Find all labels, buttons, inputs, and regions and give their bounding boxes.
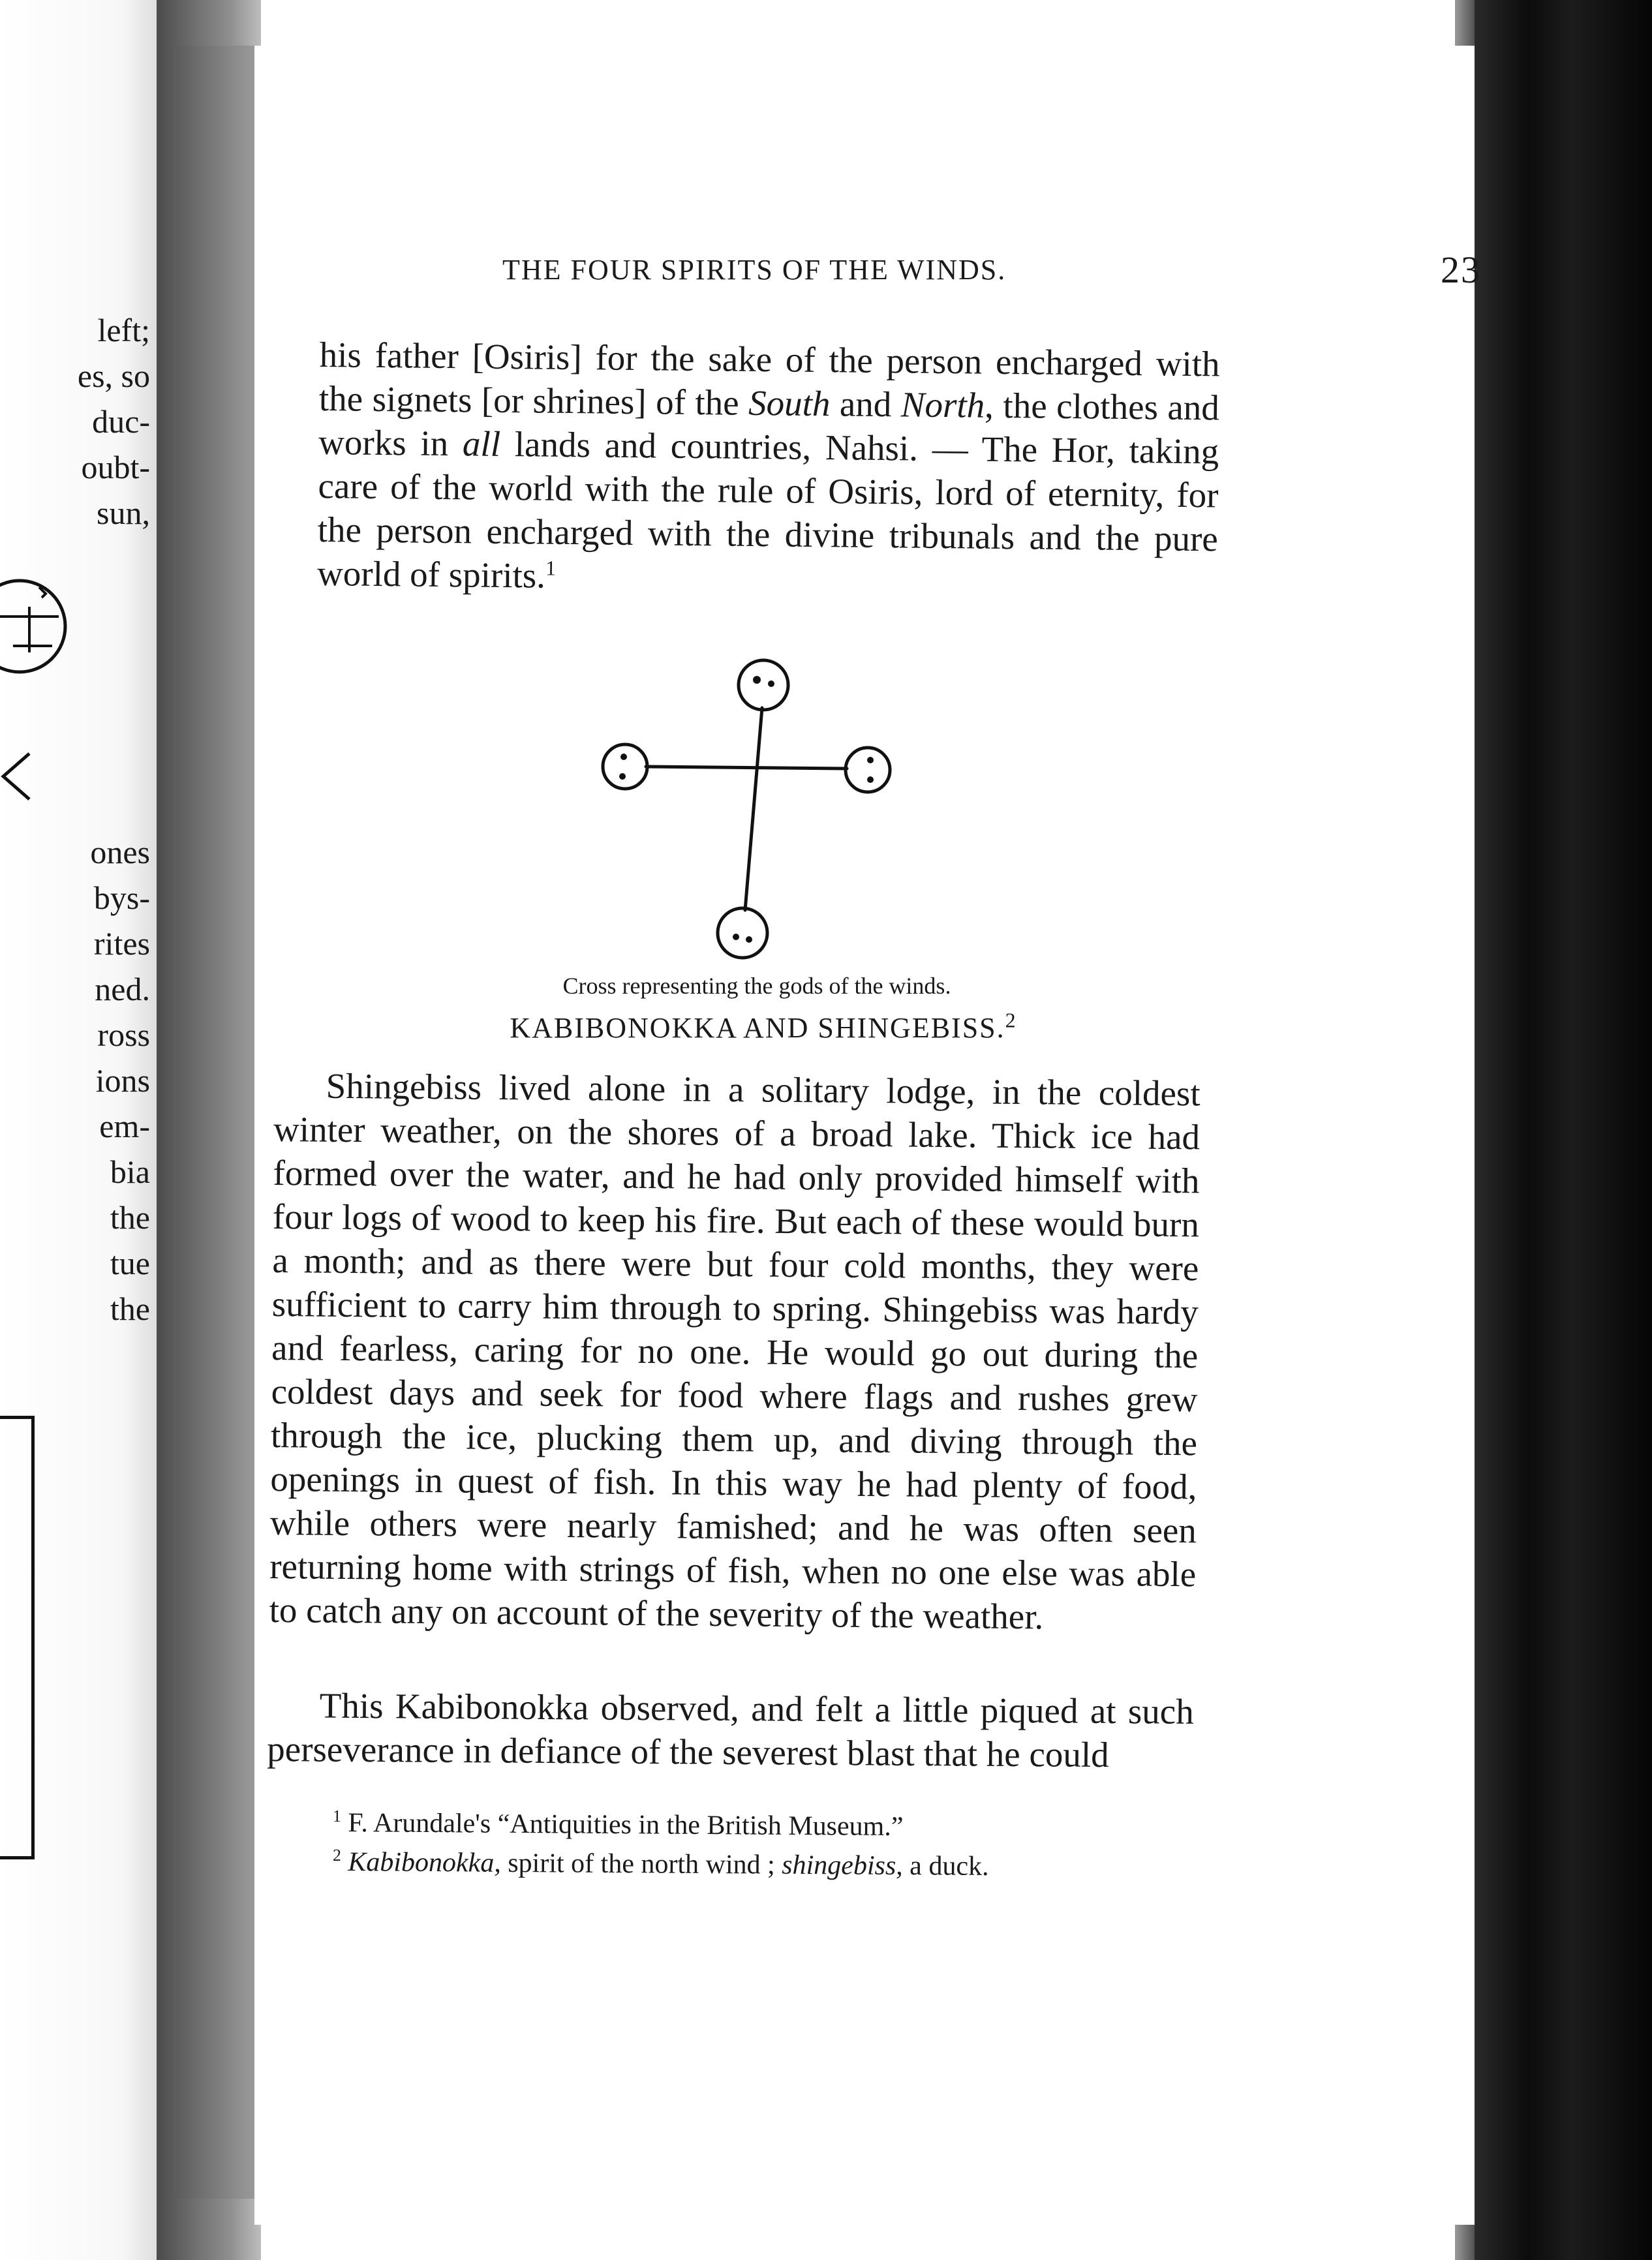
left-page-fragment: left; bbox=[97, 312, 150, 348]
intro-text: his father [Osiris] for the sake of the person encharged with the signets [or shrines] of the bbox=[318, 334, 1220, 423]
left-page-fragment: rites bbox=[93, 925, 150, 962]
figure-caption: Cross representing the gods of the winds. bbox=[562, 973, 951, 999]
intro-italic-north: North bbox=[900, 384, 985, 425]
intro-italic-south: South bbox=[748, 382, 831, 424]
body-paragraph: This Kabibonokka observed, and felt a little piqued at such perseverance in defiance of the severest blast that he could bbox=[267, 1685, 1194, 1775]
left-page-fragment: duc- bbox=[92, 403, 150, 440]
left-page-fragment: ions bbox=[95, 1062, 150, 1099]
facing-page-left bbox=[0, 0, 163, 2260]
wind-head-south bbox=[718, 908, 767, 958]
running-head-title: THE FOUR SPIRITS OF THE WINDS. bbox=[502, 254, 1007, 286]
left-page-fragment: oubt- bbox=[81, 449, 150, 485]
left-page-fragment: the bbox=[110, 1290, 150, 1327]
wind-head-north bbox=[739, 660, 788, 710]
intro-text: lands and countries, Nahsi. — The Hor, taking care of the world with the rule of Osiris, lord of eternity, for the person encharged with the divine tribunals and the pure world of spirits. bbox=[316, 423, 1219, 596]
body-paragraph: Shingebiss lived alone in a solitary lodge, in the coldest winter weather, on the shores of a broad lake. Thick ice had formed over the water, and he had only provided himself with four logs of wood to keep his fire. But each of these would burn a month; and as there were but four cold months, they were sufficient to carry him through to spring. Shingebiss was hardy and fearless, caring for no one. He would go out during the coldest days and seek for food where flags and rushes grew through the ice, plucking them up, and diving through the openings in quest of fish. In this way he had plenty of food, while others were nearly famished; and he was often seen returning home with strings of fish, when no one else was able to catch any on account of the severity of the weather. bbox=[269, 1065, 1201, 1637]
book-cover-edge bbox=[1475, 0, 1652, 2260]
left-page-fragment: the bbox=[110, 1199, 150, 1236]
left-page-box-fragment bbox=[0, 1416, 35, 1859]
footnote-1 bbox=[333, 1807, 904, 1842]
footnote-marker-2: 2 bbox=[1005, 1008, 1017, 1032]
footnote-1-text: F. Arundale's “Antiquities in the British Museum.” bbox=[348, 1808, 904, 1842]
left-page-fragment: ross bbox=[97, 1016, 150, 1053]
footnote-marker-1: 1 bbox=[545, 556, 557, 580]
footnote-2-marker: 2 bbox=[332, 1846, 342, 1865]
page-stack-shadow bbox=[176, 46, 254, 2199]
footnote-2-term-shingebiss: shingebiss, bbox=[782, 1850, 903, 1882]
left-page-mark-fragment bbox=[0, 750, 39, 802]
footnote-2-term-kabibonokka: Kabibonokka, bbox=[348, 1847, 501, 1878]
cross-vertical-line bbox=[745, 708, 762, 910]
wind-head-east bbox=[846, 748, 890, 792]
left-page-fragment: bia bbox=[110, 1153, 150, 1190]
footnote-2 bbox=[333, 1846, 989, 1882]
left-page-fragment: tue bbox=[110, 1245, 150, 1281]
page-number: 23 bbox=[1441, 249, 1481, 291]
footnote-1-marker: 1 bbox=[332, 1807, 342, 1826]
left-page-fragment: sun, bbox=[97, 495, 150, 531]
left-page-fragment: ones bbox=[90, 834, 150, 870]
left-page-fragment: em- bbox=[99, 1108, 150, 1144]
footnote-2-text-end: a duck. bbox=[902, 1851, 989, 1882]
left-page-fragment: es, so bbox=[77, 358, 150, 394]
intro-italic-all: all bbox=[462, 423, 501, 464]
page bbox=[254, 46, 1481, 2225]
intro-paragraph bbox=[317, 333, 1220, 604]
section-heading-text: KABIBONOKKA AND SHINGEBISS. bbox=[510, 1012, 1005, 1044]
left-page-fragment: bys- bbox=[93, 879, 150, 916]
cross-horizontal-line bbox=[646, 767, 847, 769]
footnote-2-text: spirit of the north wind ; bbox=[500, 1848, 782, 1880]
wind-cross-figure bbox=[594, 646, 933, 985]
intro-text: and bbox=[830, 384, 902, 425]
intro-text: , the clothes and works in bbox=[318, 385, 1220, 464]
left-page-figure-fragment bbox=[0, 561, 72, 711]
left-page-fragment: ned. bbox=[95, 971, 150, 1007]
section-heading bbox=[470, 1008, 1057, 1045]
wind-head-west bbox=[603, 744, 647, 789]
